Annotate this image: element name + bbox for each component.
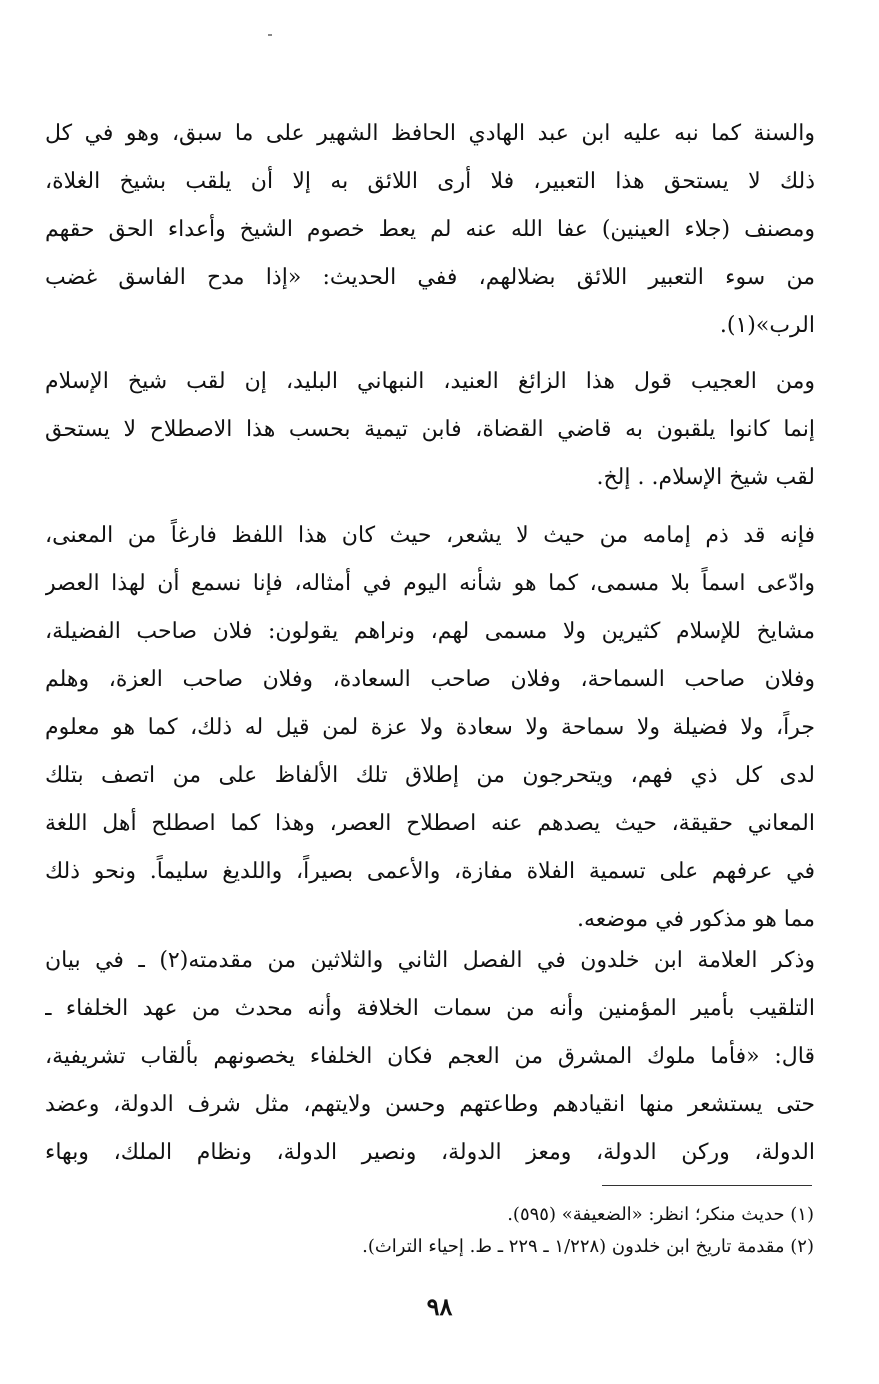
text-line: وادّعى اسماً بلا مسمى، كما هو شأنه اليوم في أمثاله، فإنا نسمع أن لهذا العصر <box>45 571 815 596</box>
text-line: وذكر العلامة ابن خلدون في الفصل الثاني والثلاثين من مقدمته(٢) ـ في بيان <box>45 948 815 973</box>
footnote-2: (٢) مقدمة تاريخ ابن خلدون (١/٢٢٨ ـ ٢٢٩ ـ ط. إحياء التراث). <box>362 1236 814 1257</box>
text-line: فإنه قد ذم إمامه من حيث لا يشعر، حيث كان هذا اللفظ فارغاً من المعنى، <box>45 523 815 548</box>
text-line: وفلان صاحب السماحة، وفلان صاحب السعادة، وفلان صاحب العزة، وهلم <box>45 667 815 692</box>
text-line: لدى كل ذي فهم، ويتحرجون من إطلاق تلك الألفاظ على من اتصف بتلك <box>45 763 815 788</box>
paragraph-4 <box>45 937 815 1177</box>
text-line: والسنة كما نبه عليه ابن عبد الهادي الحافظ الشهير على ما سبق، وهو في كل <box>45 121 815 146</box>
footnote-1: (١) حديث منكر؛ انظر: «الضعيفة» (٥٩٥). <box>507 1204 814 1225</box>
text-line: قال: «فأما ملوك المشرق من العجم فكان الخلفاء يخصونهم بألقاب تشريفية، <box>45 1044 815 1069</box>
text-line: ذلك لا يستحق هذا التعبير، فلا أرى اللائق به إلا أن يلقب بشيخ الغلاة، <box>45 169 815 194</box>
text-line: حتى يستشعر منها انقيادهم وطاعتهم وحسن ولايتهم، مثل شرف الدولة، وعضد <box>45 1092 815 1117</box>
text-line: الدولة، وركن الدولة، ومعز الدولة، ونصير الدولة، ونظام الملك، وبهاء <box>45 1140 815 1165</box>
text-line: في عرفهم على تسمية الفلاة مفازة، والأعمى بصيراً، واللديغ سليماً. ونحو ذلك <box>45 859 815 884</box>
text-line: ومن العجيب قول هذا الزائغ العنيد، النبهاني البليد، إن لقب شيخ الإسلام <box>45 369 815 394</box>
text-line: مما هو مذكور في موضعه. <box>576 907 815 932</box>
footnote-divider <box>602 1185 812 1186</box>
text-line: مشايخ للإسلام كثيرين ولا مسمى لهم، ونراهم يقولون: فلان صاحب الفضيلة، <box>45 619 815 644</box>
text-line: لقب شيخ الإسلام. . إلخ. <box>596 465 815 490</box>
scan-mark <box>268 34 272 36</box>
page-number: ٩٨ <box>426 1292 453 1321</box>
text-line: الرب»(١). <box>719 313 815 338</box>
text-line: ومصنف (جلاء العينين) عفا الله عنه لم يعط خصوم الشيخ وأعداء الحق حقهم <box>45 217 815 242</box>
paragraph-1 <box>45 110 815 350</box>
text-line: التلقيب بأمير المؤمنين وأنه من سمات الخلافة وأنه محدث من عهد الخلفاء ـ <box>45 996 815 1021</box>
text-line: إنما كانوا يلقبون به قاضي القضاة، فابن تيمية بحسب هذا الاصطلاح لا يستحق <box>45 417 815 442</box>
text-line: جراً، ولا فضيلة ولا سماحة ولا سعادة ولا عزة لمن قيل له ذلك، كما هو معلوم <box>45 715 815 740</box>
text-line: من سوء التعبير اللائق بضلالهم، ففي الحديث: «إذا مدح الفاسق غضب <box>45 265 815 290</box>
text-line: المعاني حقيقة، حيث يصدهم عنه اصطلاح العصر، وهذا كما اصطلح أهل اللغة <box>45 811 815 836</box>
paragraph-3 <box>45 512 815 944</box>
paragraph-2 <box>45 358 815 502</box>
